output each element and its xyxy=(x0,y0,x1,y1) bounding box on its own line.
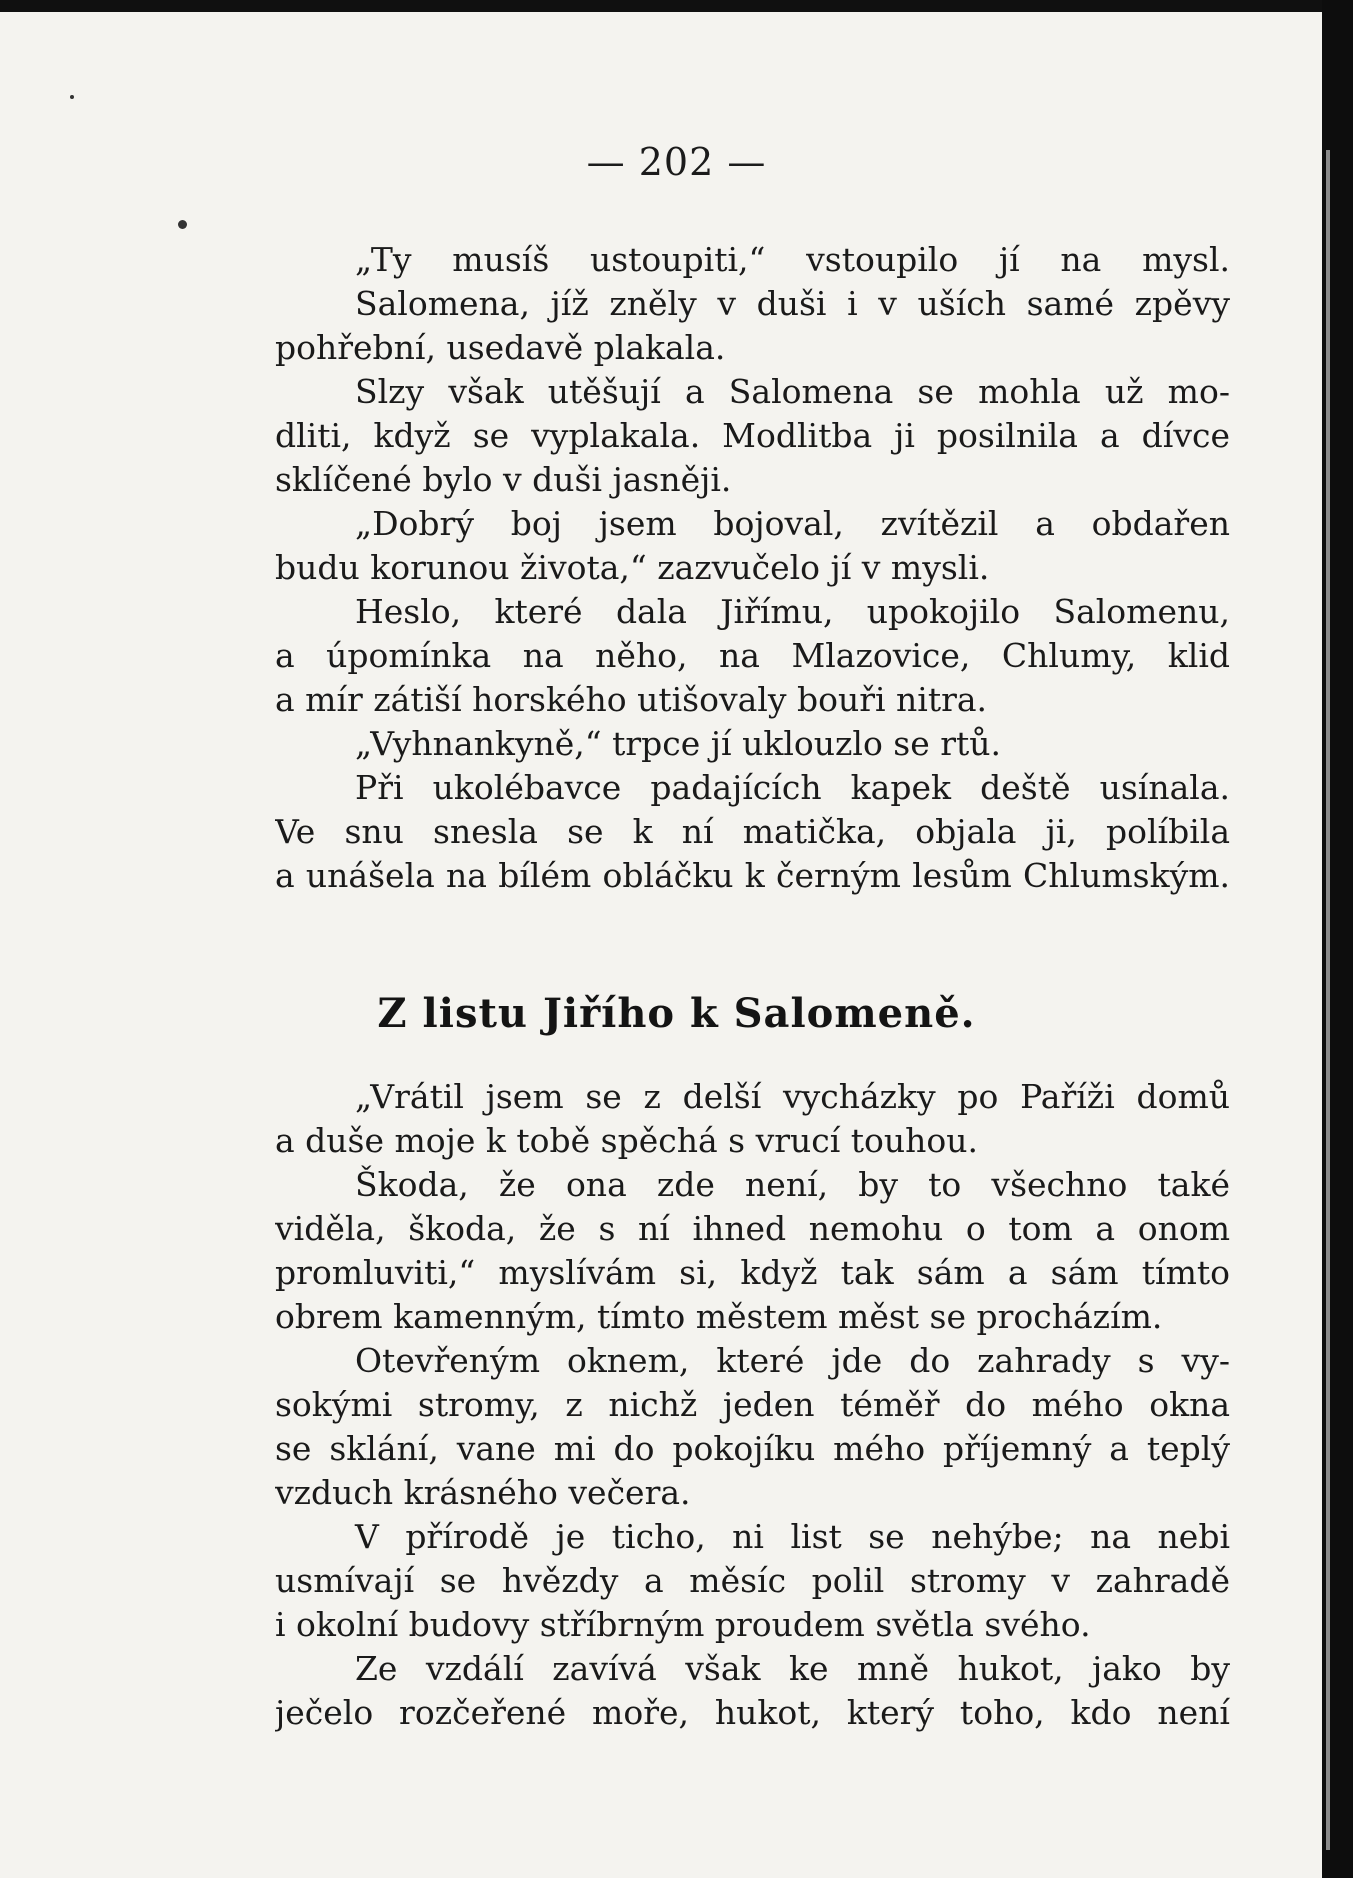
text-line: a unášela na bílém obláčku k černým lesům Chlumským. xyxy=(275,856,1230,895)
scan-edge-top xyxy=(0,0,1353,12)
text-line: „Vyhnankyně,“ trpce jí uklouzlo se rtů. xyxy=(355,724,1002,763)
text-line: Ze vzdálí zavívá však ke mně hukot, jako by xyxy=(355,1649,1230,1688)
text-line: viděla, škoda, že s ní ihned nemohu o tom a onom xyxy=(275,1209,1230,1248)
text-line: V přírodě je ticho, ni list se nehýbe; na nebi xyxy=(355,1517,1230,1556)
text-line: pohřební, usedavě plakala. xyxy=(275,328,726,367)
text-line: dliti, když se vyplakala. Modlitba ji posilnila a dívce xyxy=(275,416,1230,455)
section-2-text xyxy=(275,1075,1230,1735)
text-line: Škoda, že ona zde není, by to všechno také xyxy=(355,1165,1230,1204)
text-line: a duše moje k tobě spěchá s vrucí touhou. xyxy=(275,1121,979,1160)
text-line: a mír zátiší horského utišovaly bouři nitra. xyxy=(275,680,988,719)
text-line: sklíčené bylo v duši jasněji. xyxy=(275,460,732,499)
page-number: — 202 — xyxy=(586,140,767,184)
speck xyxy=(70,95,74,99)
text-line: usmívají se hvězdy a měsíc polil stromy v zahradě xyxy=(275,1561,1230,1600)
text-line: i okolní budovy stříbrným proudem světla svého. xyxy=(275,1605,1091,1644)
text-line: Otevřeným oknem, které jde do zahrady s vy- xyxy=(355,1341,1230,1380)
text-line: Při ukolébavce padajících kapek deště usínala. xyxy=(355,768,1230,807)
text-line: se sklání, vane mi do pokojíku mého příjemný a teplý xyxy=(275,1429,1230,1468)
text-line: obrem kamenným, tímto městem měst se procházím. xyxy=(275,1297,1163,1336)
section-heading: Z listu Jiřího k Salomeně. xyxy=(377,990,976,1037)
text-line: vzduch krásného večera. xyxy=(275,1473,691,1512)
text-line: Ve snu snesla se k ní matička, objala ji, políbila xyxy=(275,812,1230,851)
text-line: Heslo, které dala Jiřímu, upokojilo Salomenu, xyxy=(355,592,1230,631)
text-line: „Ty musíš ustoupiti,“ vstoupilo jí na mysl. xyxy=(355,240,1230,279)
text-line: „Dobrý boj jsem bojoval, zvítězil a obdařen xyxy=(355,504,1230,543)
text-line: budu korunou života,“ zazvučelo jí v mysli. xyxy=(275,548,990,587)
text-line: „Vrátil jsem se z delší vycházky po Paříži domů xyxy=(355,1077,1230,1116)
text-line: ječelo rozčeřené moře, hukot, který toho, kdo není xyxy=(275,1693,1230,1732)
text-line: Slzy však utěšují a Salomena se mohla už mo- xyxy=(355,372,1230,411)
text-line: sokými stromy, z nichž jeden téměř do mého okna xyxy=(275,1385,1230,1424)
section-1-text xyxy=(275,238,1230,898)
speck xyxy=(178,220,187,229)
text-line: Salomena, jíž zněly v duši i v uších samé zpěvy xyxy=(355,284,1230,323)
text-line: a úpomínka na něho, na Mlazovice, Chlumy, klid xyxy=(275,636,1230,675)
text-line: promluviti,“ myslívám si, když tak sám a sám tímto xyxy=(275,1253,1230,1292)
